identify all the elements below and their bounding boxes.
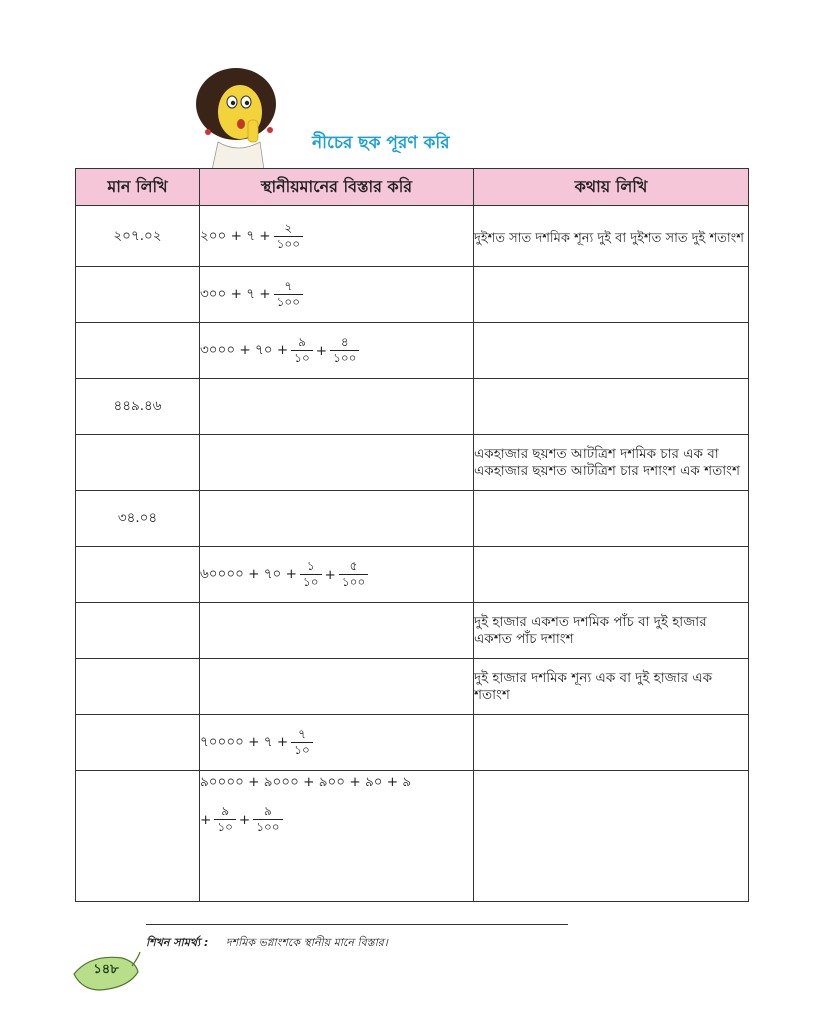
column-header-expansion: স্থানীয়মানের বিস্তার করি: [200, 169, 474, 206]
learning-outcome: [146, 934, 388, 953]
value-cell[interactable]: [76, 267, 200, 323]
table-row: [76, 379, 749, 435]
expansion-cell[interactable]: [200, 267, 474, 323]
numerator: ৪: [340, 335, 349, 349]
words-cell[interactable]: দুই হাজার একশত দশমিক পাঁচ বা দুই হাজার একশত পাঁচ দশাংশ: [474, 603, 749, 659]
column-header-words: কথায় লিখি: [474, 169, 749, 206]
plus-sign: +: [238, 811, 251, 828]
words-cell[interactable]: একহাজার ছয়শত আটত্রিশ দশমিক চার এক বা একহাজার ছয়শত আটত্রিশ চার দশাংশ এক শতাংশ: [474, 435, 749, 491]
expansion-cell[interactable]: [200, 603, 474, 659]
denominator: ১০: [300, 574, 322, 590]
numerator: ৭: [298, 727, 306, 741]
expansion-cell[interactable]: [200, 771, 474, 902]
expansion-cell[interactable]: [200, 379, 474, 435]
fraction: [330, 335, 359, 366]
numerator: ২: [284, 220, 293, 235]
value-cell[interactable]: [76, 547, 200, 603]
words-cell[interactable]: দুই হাজার দশমিক শূন্য এক বা দুই হাজার এক শতাংশ: [474, 659, 749, 715]
fraction: [253, 804, 282, 835]
denominator: ১০০: [274, 236, 303, 252]
fraction: [291, 727, 313, 758]
footer-divider: [146, 924, 568, 925]
words-cell[interactable]: [474, 267, 749, 323]
column-header-value: মান লিখি: [76, 169, 200, 206]
page-number: ১৪৮: [93, 962, 119, 977]
expansion-cell[interactable]: [200, 491, 474, 547]
expansion-cell[interactable]: [200, 323, 474, 379]
denominator: ১০০: [253, 819, 282, 835]
plus-sign: +: [200, 811, 212, 828]
expansion-whole: ৬০০০০ + ৭০ +: [200, 566, 297, 582]
expansion-cell[interactable]: [200, 659, 474, 715]
words-cell[interactable]: [474, 323, 749, 379]
value-cell[interactable]: [76, 323, 200, 379]
fraction: [214, 804, 236, 835]
numerator: ৯: [221, 804, 229, 818]
fraction: [291, 335, 313, 366]
words-cell[interactable]: দুইশত সাত দশমিক শূন্য দুই বা দুইশত সাত দুই শতাংশ: [474, 206, 749, 267]
value-cell[interactable]: [76, 659, 200, 715]
expansion-whole: ৭০০০০ + ৭ +: [200, 734, 289, 750]
fraction: [339, 559, 368, 590]
table-row: [76, 603, 749, 659]
table-row: [76, 323, 749, 379]
table-row: [76, 267, 749, 323]
denominator: ১০: [214, 819, 236, 835]
denominator: ১০০: [274, 294, 303, 310]
table-row: [76, 771, 749, 902]
expansion-cell[interactable]: [200, 206, 474, 267]
page-heading: নীচের ছক পূরণ করি: [312, 133, 450, 153]
value-cell[interactable]: [76, 435, 200, 491]
numerator: ১: [306, 559, 315, 573]
expansion-cell[interactable]: [200, 547, 474, 603]
expansion-whole: ৩০০০ + ৭০ +: [200, 342, 289, 358]
table-row: [76, 659, 749, 715]
plus-sign: +: [315, 342, 328, 359]
table-header-row: [76, 169, 749, 206]
value-cell[interactable]: ৩৪.০৪: [76, 491, 200, 547]
learning-outcome-text: দশমিক ভগ্নাংশকে স্থানীয় মানে বিস্তার।: [225, 936, 388, 949]
fraction: [274, 221, 303, 252]
table-row: [76, 491, 749, 547]
numerator: ৯: [298, 335, 306, 349]
numerator: ৭: [284, 279, 293, 293]
words-cell[interactable]: [474, 771, 749, 902]
expansion-whole: ২০০ + ৭ +: [200, 227, 271, 244]
fraction: [300, 559, 322, 590]
table-row: [76, 206, 749, 267]
learning-outcome-label: শিখন সামর্থ্য :: [146, 936, 209, 949]
fraction: [274, 279, 303, 310]
table-row: [76, 435, 749, 491]
value-cell[interactable]: [76, 715, 200, 771]
words-cell[interactable]: [474, 547, 749, 603]
expansion-cell[interactable]: [200, 715, 474, 771]
place-value-table: [75, 168, 749, 902]
girl-illustration: [178, 62, 298, 170]
denominator: ১০০: [330, 350, 359, 366]
value-cell[interactable]: [76, 603, 200, 659]
value-cell[interactable]: ২০৭.০২: [76, 206, 200, 267]
denominator: ১০: [291, 350, 313, 366]
denominator: ১০: [291, 742, 313, 758]
value-cell[interactable]: ৪৪৯.৪৬: [76, 379, 200, 435]
table-row: [76, 715, 749, 771]
words-cell[interactable]: [474, 379, 749, 435]
expansion-whole: ৯০০০০ + ৯০০০ + ৯০০ + ৯০ + ৯: [200, 774, 412, 790]
expansion-whole: ৩০০ + ৭ +: [200, 286, 271, 302]
words-cell[interactable]: [474, 491, 749, 547]
expansion-cell[interactable]: [200, 435, 474, 491]
value-cell[interactable]: [76, 771, 200, 902]
numerator: ৫: [349, 559, 358, 573]
plus-sign: +: [324, 566, 336, 583]
table-row: [76, 547, 749, 603]
words-cell[interactable]: [474, 715, 749, 771]
denominator: ১০০: [339, 574, 368, 590]
numerator: ৯: [264, 804, 272, 818]
